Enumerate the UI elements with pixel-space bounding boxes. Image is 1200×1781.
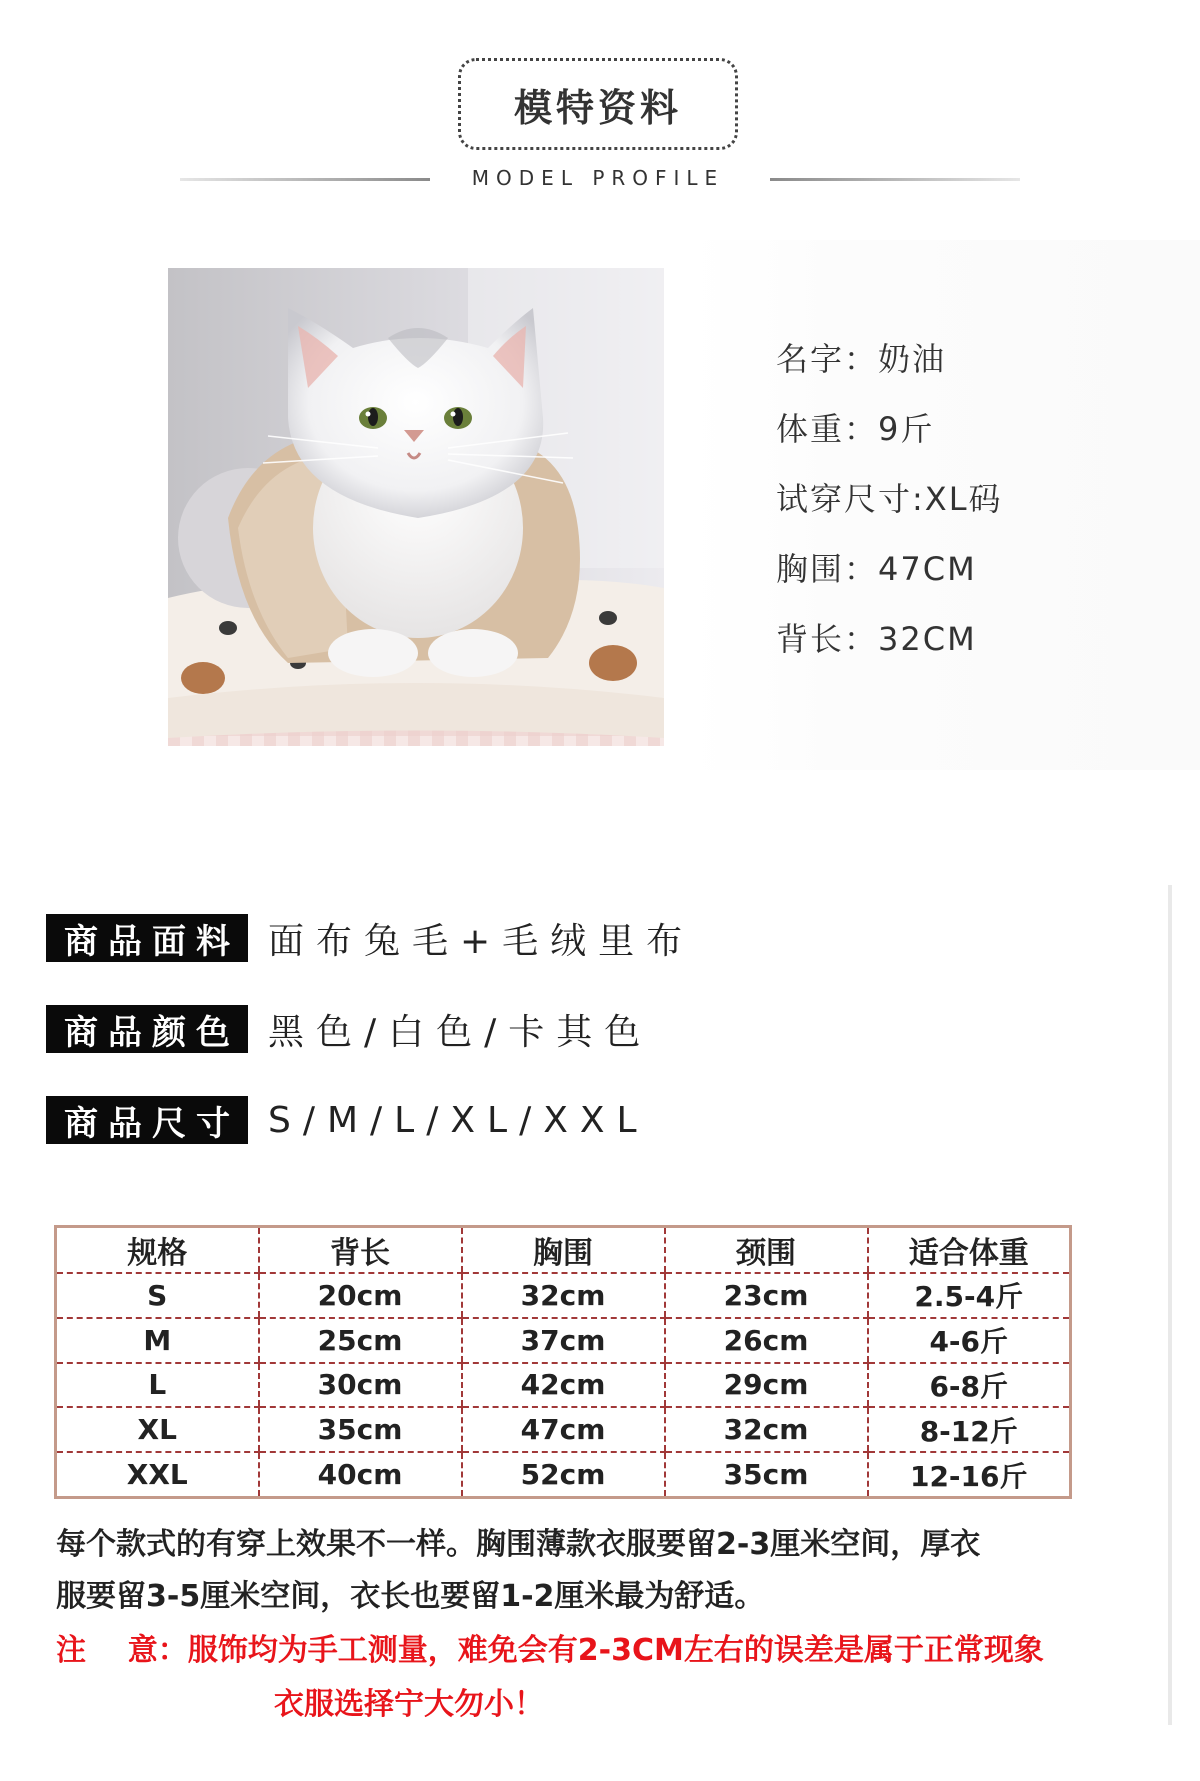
table-header-row — [56, 1227, 1071, 1274]
color-row — [46, 1005, 652, 1053]
cell-weight: 2.5-4斤 — [868, 1273, 1071, 1318]
cell-size: M — [56, 1318, 259, 1363]
color-label: 商品颜色 — [46, 1005, 248, 1053]
warning-note — [56, 1625, 1156, 1677]
header-neck: 颈围 — [665, 1227, 868, 1274]
model-back-length: 背长：32CM — [776, 620, 977, 658]
cell-back-length: 20cm — [259, 1273, 462, 1318]
cell-back-length: 30cm — [259, 1363, 462, 1408]
divider-left — [180, 178, 430, 181]
divider-right — [770, 178, 1020, 181]
warning-line-1: 服饰均为手工测量，难免会有2-3CM左右的误差是属于正常现象 — [187, 1633, 1044, 1668]
side-divider — [1168, 885, 1172, 1725]
cell-chest: 32cm — [462, 1273, 665, 1318]
cell-chest: 52cm — [462, 1452, 665, 1497]
table-row — [56, 1318, 1071, 1363]
material-label: 商品面料 — [46, 914, 248, 962]
table-row — [56, 1363, 1071, 1408]
cell-size: XXL — [126, 1458, 188, 1492]
model-size: 试穿尺寸:XL码 — [776, 480, 1003, 518]
page-subtitle: MODEL PROFILE — [471, 166, 725, 190]
header-weight: 适合体重 — [868, 1227, 1071, 1274]
table-row — [56, 1273, 1071, 1318]
cell-chest: 47cm — [462, 1407, 665, 1452]
cell-chest: 37cm — [462, 1318, 665, 1363]
cell-weight: 4-6斤 — [868, 1318, 1071, 1363]
material-value: 面布兔毛+毛绒里布 — [268, 920, 695, 962]
cell-chest: 42cm — [462, 1363, 665, 1408]
model-chest: 胸围：47CM — [776, 550, 977, 588]
fit-note-line-1: 每个款式的有穿上效果不一样。胸围薄款衣服要留2-3厘米空间，厚衣 — [56, 1527, 981, 1562]
cell-neck: 23cm — [665, 1273, 868, 1318]
size-chart-table — [54, 1225, 1072, 1499]
size-value: S/M/L/XL/XXL — [268, 1099, 649, 1141]
cell-back-length: 25cm — [259, 1318, 462, 1363]
cell-back-length: 40cm — [259, 1452, 462, 1497]
size-label: 商品尺寸 — [46, 1096, 248, 1144]
warning-line-2: 衣服选择宁大勿小！ — [274, 1687, 544, 1722]
warning-label: 注 意： — [56, 1633, 188, 1668]
header-chest: 胸围 — [462, 1227, 665, 1274]
size-row — [46, 1096, 649, 1144]
table-row — [56, 1407, 1071, 1452]
cell-size: XL — [56, 1407, 259, 1452]
cell-weight: 8-12斤 — [868, 1407, 1071, 1452]
header-spec: 规格 — [56, 1227, 259, 1274]
cat-model-photo — [168, 268, 664, 746]
header-back-length: 背长 — [259, 1227, 462, 1274]
color-value: 黑色/白色/卡其色 — [268, 1011, 653, 1053]
page-title-text: 模特资料 — [513, 85, 682, 130]
cell-size: L — [56, 1363, 259, 1408]
cell-weight: 12-16斤 — [868, 1452, 1071, 1497]
cell-neck: 26cm — [665, 1318, 868, 1363]
model-name: 名字：奶油 — [776, 340, 947, 378]
cell-size: S — [56, 1273, 259, 1318]
page-title — [458, 58, 738, 150]
model-details — [776, 334, 1003, 684]
material-row — [46, 914, 694, 962]
model-weight: 体重：9斤 — [776, 410, 935, 448]
table-row — [56, 1452, 1071, 1497]
cell-neck: 32cm — [665, 1407, 868, 1452]
fit-note-line-2: 服要留3-5厘米空间，衣长也要留1-2厘米最为舒适。 — [56, 1579, 765, 1614]
cell-weight: 6-8斤 — [868, 1363, 1071, 1408]
cell-back-length: 35cm — [259, 1407, 462, 1452]
cell-neck: 35cm — [665, 1452, 868, 1497]
cell-neck: 29cm — [665, 1363, 868, 1408]
